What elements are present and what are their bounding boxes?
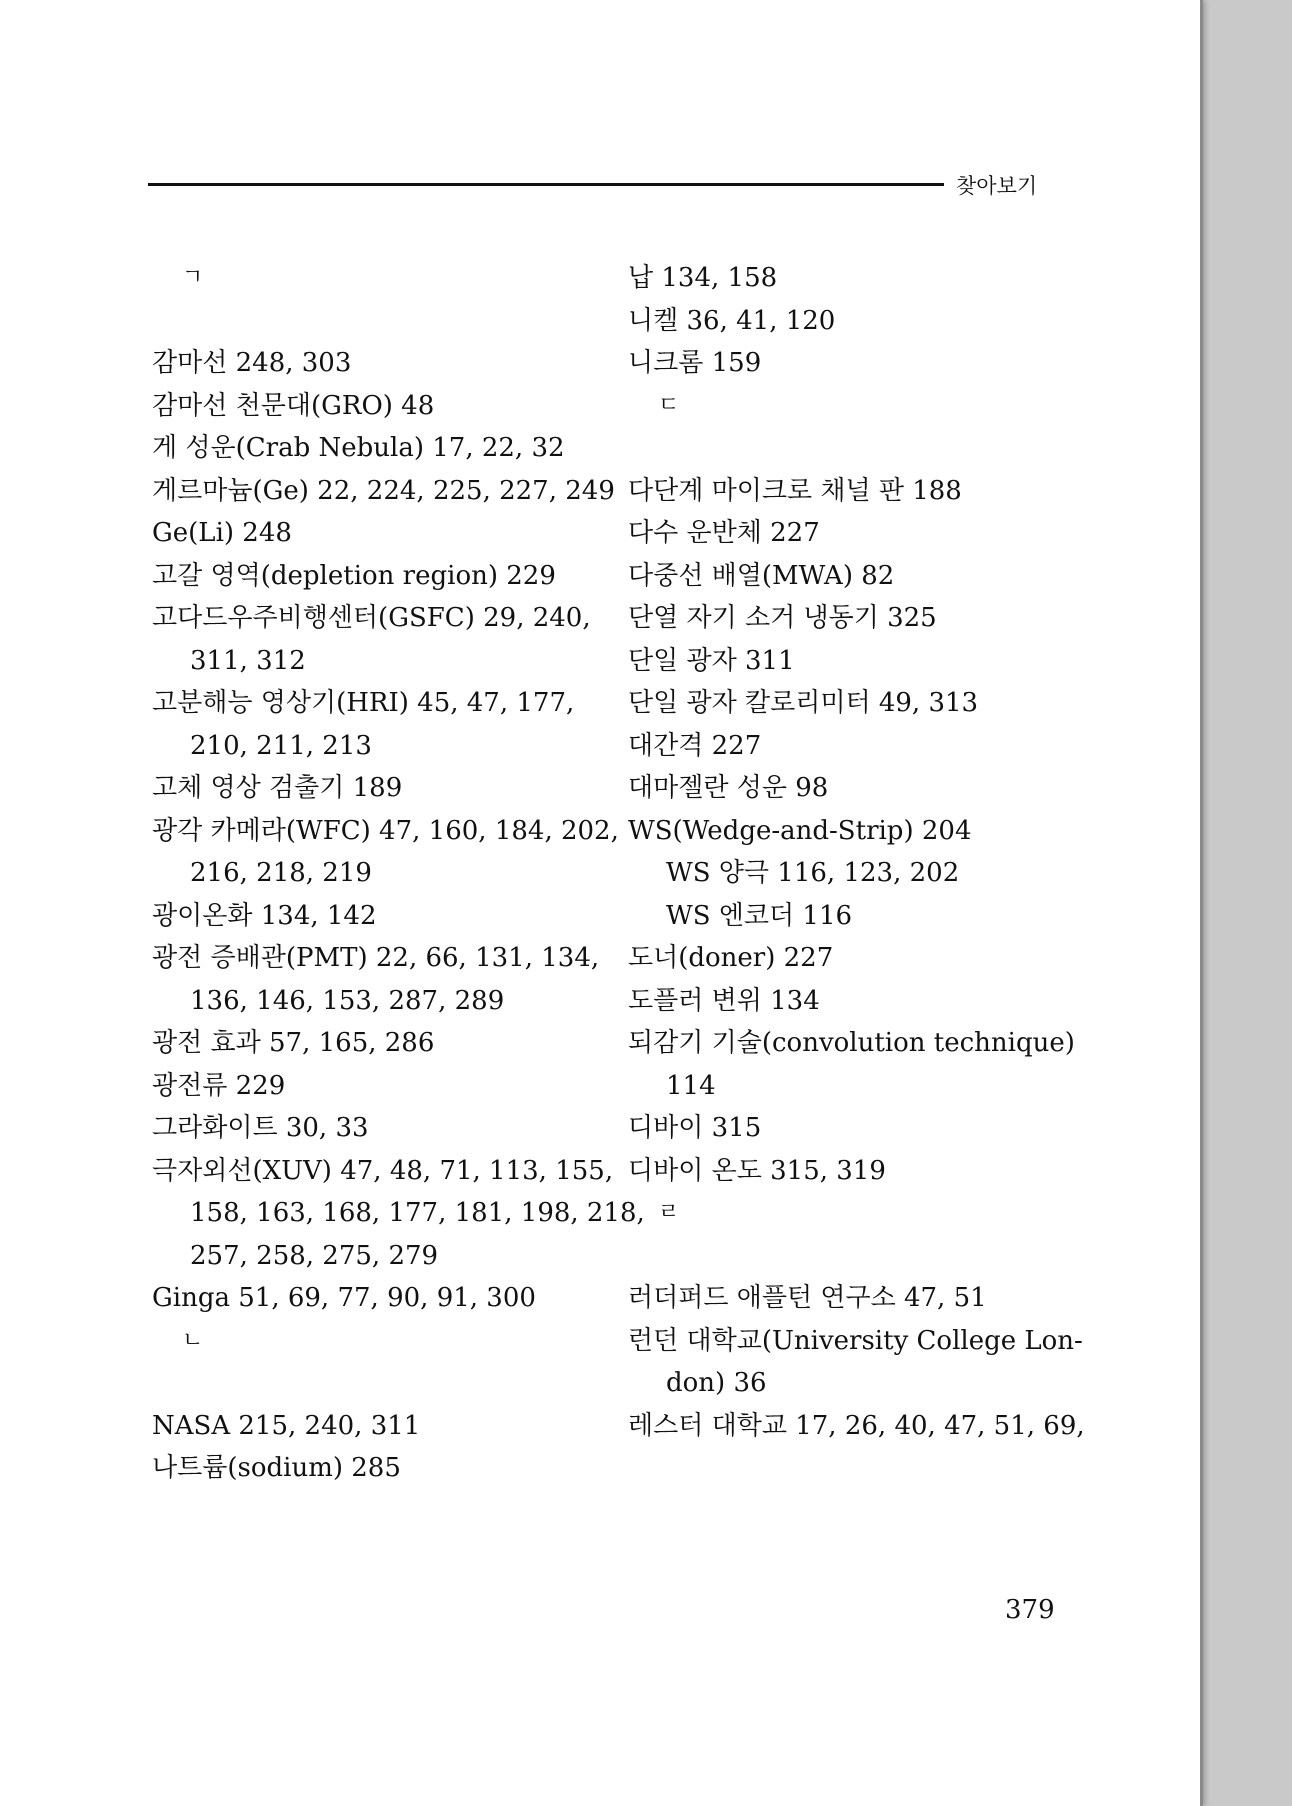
index-entry: 런던 대학교(University College Lon- [628,1325,1083,1356]
index-entry: 고체 영상 검출기 189 [152,773,403,803]
index-entry: 극자외선(XUV) 47, 48, 71, 113, 155, [152,1155,614,1186]
index-subentry: WS 엔코더 116 [666,900,853,931]
index-entry-continuation: don) 36 [666,1368,767,1398]
index-entry: 도너(doner) 227 [628,943,834,973]
index-entry: Ge(Li) 248 [152,518,292,548]
index-entry-continuation: 311, 312 [190,645,306,676]
index-entry: NASA 215, 240, 311 [152,1410,421,1441]
index-entry: 다단계 마이크로 채널 판 188 [628,475,962,506]
index-entry: 광전 증배관(PMT) 22, 66, 131, 134, [152,943,600,973]
index-entry-continuation: 210, 211, 213 [190,730,372,761]
index-entry: 나트륨(sodium) 285 [152,1453,401,1483]
index-entry-continuation: 114 [666,1070,716,1101]
index-entry-continuation: 158, 163, 168, 177, 181, 198, 218, [190,1198,645,1228]
index-entry: 고갈 영역(depletion region) 229 [152,560,556,591]
index-entry: 되감기 기술(convolution technique) [628,1028,1075,1058]
index-entry: 고다드우주비행센터(GSFC) 29, 240, [152,603,591,633]
page-number: 379 [1005,1595,1055,1625]
index-section-heading: ㄱ [182,265,204,290]
index-entry: 러더퍼드 애플턴 연구소 47, 51 [628,1283,987,1313]
index-entry: 디바이 온도 315, 319 [628,1155,886,1186]
index-entry: 광전류 229 [152,1070,286,1101]
index-entry: 도플러 변위 134 [628,985,820,1016]
running-header-title: 찾아보기 [956,174,1038,198]
index-entry: 광각 카메라(WFC) 47, 160, 184, 202, [152,815,619,846]
index-entry: 단열 자기 소거 냉동기 325 [628,603,937,633]
index-entry: 니켈 36, 41, 120 [628,305,836,336]
index-entry: 광전 효과 57, 165, 286 [152,1028,435,1058]
index-column-left [152,257,645,1490]
index-subentry: WS 양극 116, 123, 202 [666,858,960,888]
index-entry: WS(Wedge-and-Strip) 204 [628,815,972,846]
index-section-heading: ㄴ [182,1327,204,1353]
index-entry-continuation: 136, 146, 153, 287, 289 [190,985,505,1016]
index-entry: 다수 운반체 227 [628,518,820,548]
index-entry: 광이온화 134, 142 [152,900,377,931]
index-entry: 납 134, 158 [628,263,778,293]
index-entry: 게 성운(Crab Nebula) 17, 22, 32 [152,433,565,463]
index-section-heading: ㄷ [658,392,680,418]
index-entry: 그라화이트 30, 33 [152,1113,369,1143]
index-column-right [628,257,1085,1447]
index-entry: 다중선 배열(MWA) 82 [628,560,895,591]
index-entry-continuation: 216, 218, 219 [190,858,372,888]
index-entry-continuation: 257, 258, 275, 279 [190,1240,439,1271]
index-entry: 감마선 천문대(GRO) 48 [152,390,435,421]
index-entry: Ginga 51, 69, 77, 90, 91, 300 [152,1283,536,1313]
index-entry: 레스터 대학교 17, 26, 40, 47, 51, 69, [628,1410,1085,1441]
index-entry: 단일 광자 칼로리미터 49, 313 [628,688,979,718]
index-entry: 게르마늄(Ge) 22, 224, 225, 227, 249 [152,475,615,506]
header-rule [148,183,944,186]
index-entry: 고분해능 영상기(HRI) 45, 47, 177, [152,688,575,718]
index-entry: 니크롬 159 [628,348,762,378]
index-entry: 단일 광자 311 [628,645,795,676]
index-entry: 대간격 227 [628,730,762,761]
index-section-heading: ㄹ [658,1200,680,1225]
index-entry: 대마젤란 성운 98 [628,773,829,803]
index-entry: 디바이 315 [628,1113,762,1143]
index-entry: 감마선 248, 303 [152,348,352,378]
